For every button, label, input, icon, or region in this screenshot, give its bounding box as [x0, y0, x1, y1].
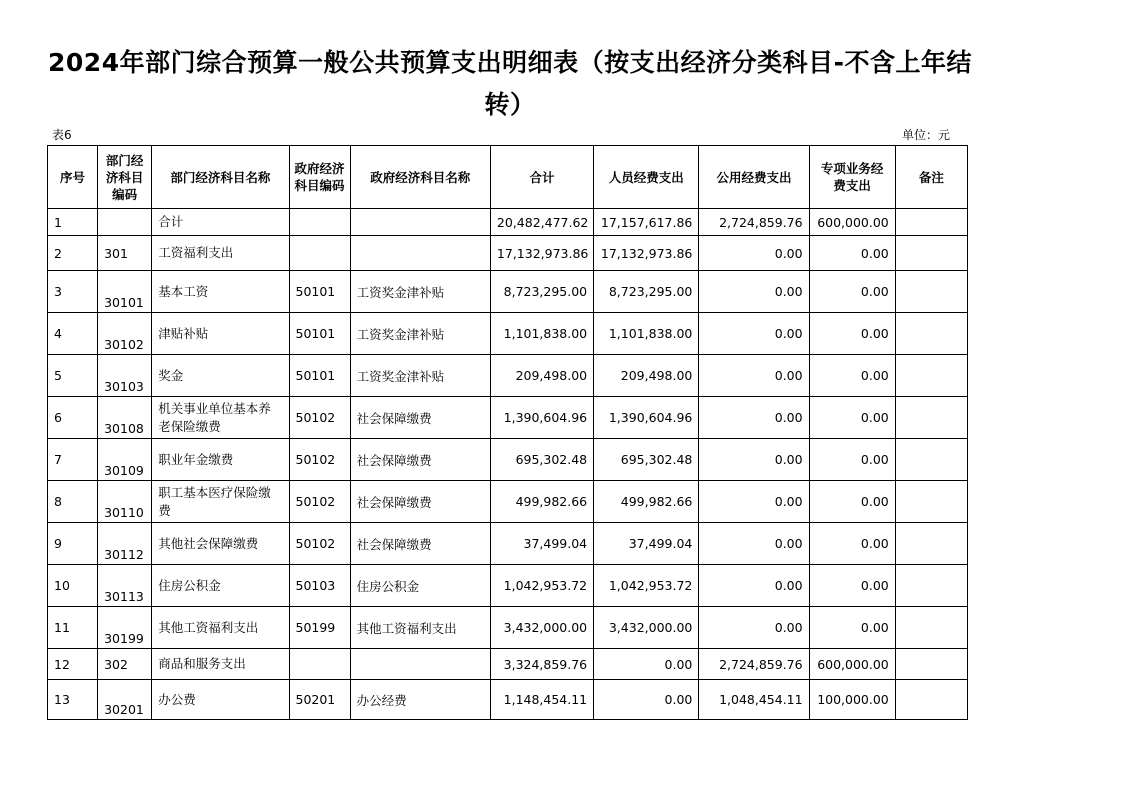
cell-dept-code: 30108 [98, 397, 152, 439]
table-row [48, 397, 968, 439]
cell-seq: 11 [48, 607, 98, 649]
cell-personnel: 499,982.66 [594, 481, 699, 523]
cell-remark [895, 355, 967, 397]
cell-gov-name: 工资奖金津补贴 [350, 271, 490, 313]
header-dept-code: 部门经济科目编码 [98, 146, 152, 209]
cell-seq: 9 [48, 523, 98, 565]
cell-special: 0.00 [809, 439, 895, 481]
cell-remark [895, 649, 967, 680]
cell-dept-name: 职业年金缴费 [152, 439, 289, 481]
cell-seq: 8 [48, 481, 98, 523]
cell-public: 0.00 [699, 481, 809, 523]
cell-dept-code: 301 [98, 236, 152, 271]
cell-seq: 1 [48, 209, 98, 236]
cell-public: 0.00 [699, 313, 809, 355]
cell-personnel: 17,157,617.86 [594, 209, 699, 236]
cell-gov-code: 50102 [289, 481, 350, 523]
cell-remark [895, 397, 967, 439]
cell-seq: 5 [48, 355, 98, 397]
cell-dept-code: 30199 [98, 607, 152, 649]
cell-total: 1,390,604.96 [490, 397, 593, 439]
cell-dept-name: 办公费 [152, 680, 289, 720]
cell-seq: 3 [48, 271, 98, 313]
cell-dept-name: 其他社会保障缴费 [152, 523, 289, 565]
cell-personnel: 37,499.04 [594, 523, 699, 565]
cell-dept-code: 30103 [98, 355, 152, 397]
cell-dept-name: 基本工资 [152, 271, 289, 313]
cell-public: 0.00 [699, 523, 809, 565]
cell-remark [895, 209, 967, 236]
cell-total: 3,324,859.76 [490, 649, 593, 680]
cell-dept-code: 302 [98, 649, 152, 680]
table-row [48, 680, 968, 720]
cell-gov-name: 社会保障缴费 [350, 481, 490, 523]
cell-gov-name: 社会保障缴费 [350, 439, 490, 481]
cell-gov-code: 50101 [289, 355, 350, 397]
cell-remark [895, 523, 967, 565]
cell-total: 20,482,477.62 [490, 209, 593, 236]
cell-dept-name: 工资福利支出 [152, 236, 289, 271]
cell-dept-code: 30102 [98, 313, 152, 355]
cell-personnel: 695,302.48 [594, 439, 699, 481]
cell-dept-name: 其他工资福利支出 [152, 607, 289, 649]
cell-seq: 12 [48, 649, 98, 680]
cell-special: 0.00 [809, 607, 895, 649]
table-label: 表6 [52, 128, 72, 142]
cell-public: 0.00 [699, 397, 809, 439]
cell-special: 0.00 [809, 271, 895, 313]
cell-gov-code: 50102 [289, 523, 350, 565]
cell-gov-code [289, 209, 350, 236]
cell-public: 0.00 [699, 236, 809, 271]
cell-personnel: 8,723,295.00 [594, 271, 699, 313]
cell-personnel: 0.00 [594, 680, 699, 720]
cell-seq: 13 [48, 680, 98, 720]
cell-dept-code: 30201 [98, 680, 152, 720]
cell-remark [895, 481, 967, 523]
table-row [48, 607, 968, 649]
cell-remark [895, 439, 967, 481]
cell-gov-name: 住房公积金 [350, 565, 490, 607]
table-row [48, 271, 968, 313]
table-row [48, 439, 968, 481]
cell-dept-code: 30110 [98, 481, 152, 523]
cell-total: 3,432,000.00 [490, 607, 593, 649]
header-seq: 序号 [48, 146, 98, 209]
cell-gov-code [289, 649, 350, 680]
cell-gov-code: 50101 [289, 313, 350, 355]
cell-remark [895, 271, 967, 313]
header-special: 专项业务经费支出 [809, 146, 895, 209]
cell-special: 0.00 [809, 397, 895, 439]
cell-dept-code: 30112 [98, 523, 152, 565]
cell-remark [895, 236, 967, 271]
cell-total: 499,982.66 [490, 481, 593, 523]
cell-total: 1,101,838.00 [490, 313, 593, 355]
cell-dept-name: 奖金 [152, 355, 289, 397]
cell-total: 695,302.48 [490, 439, 593, 481]
cell-total: 209,498.00 [490, 355, 593, 397]
cell-remark [895, 565, 967, 607]
cell-public: 0.00 [699, 607, 809, 649]
cell-remark [895, 607, 967, 649]
cell-special: 600,000.00 [809, 649, 895, 680]
header-personnel: 人员经费支出 [594, 146, 699, 209]
cell-seq: 2 [48, 236, 98, 271]
cell-total: 37,499.04 [490, 523, 593, 565]
cell-special: 0.00 [809, 523, 895, 565]
cell-public: 0.00 [699, 565, 809, 607]
cell-total: 17,132,973.86 [490, 236, 593, 271]
cell-gov-code: 50102 [289, 439, 350, 481]
cell-total: 8,723,295.00 [490, 271, 593, 313]
cell-personnel: 1,101,838.00 [594, 313, 699, 355]
cell-gov-name [350, 649, 490, 680]
cell-personnel: 3,432,000.00 [594, 607, 699, 649]
cell-seq: 4 [48, 313, 98, 355]
table-row [48, 649, 968, 680]
cell-dept-code: 30113 [98, 565, 152, 607]
cell-gov-code: 50199 [289, 607, 350, 649]
cell-gov-name [350, 236, 490, 271]
cell-seq: 6 [48, 397, 98, 439]
cell-total: 1,148,454.11 [490, 680, 593, 720]
cell-total: 1,042,953.72 [490, 565, 593, 607]
cell-gov-name: 办公经费 [350, 680, 490, 720]
header-row [48, 146, 968, 209]
expenditure-detail-table [47, 145, 968, 720]
cell-public: 1,048,454.11 [699, 680, 809, 720]
cell-public: 2,724,859.76 [699, 649, 809, 680]
document-title: 2024年部门综合预算一般公共预算支出明细表（按支出经济分类科目-不含上年结转） [48, 48, 972, 119]
cell-special: 0.00 [809, 565, 895, 607]
cell-personnel: 17,132,973.86 [594, 236, 699, 271]
cell-special: 600,000.00 [809, 209, 895, 236]
cell-gov-code: 50101 [289, 271, 350, 313]
cell-public: 2,724,859.76 [699, 209, 809, 236]
cell-special: 0.00 [809, 313, 895, 355]
cell-gov-name: 工资奖金津补贴 [350, 355, 490, 397]
cell-gov-code: 50201 [289, 680, 350, 720]
cell-special: 0.00 [809, 481, 895, 523]
header-remark: 备注 [895, 146, 967, 209]
table-row [48, 209, 968, 236]
cell-personnel: 0.00 [594, 649, 699, 680]
cell-personnel: 209,498.00 [594, 355, 699, 397]
cell-special: 100,000.00 [809, 680, 895, 720]
cell-dept-name: 津贴补贴 [152, 313, 289, 355]
cell-special: 0.00 [809, 236, 895, 271]
cell-dept-code: 30109 [98, 439, 152, 481]
table-row [48, 565, 968, 607]
unit-label: 单位：元 [902, 128, 951, 142]
table-row [48, 481, 968, 523]
table-row [48, 355, 968, 397]
cell-special: 0.00 [809, 355, 895, 397]
cell-gov-name [350, 209, 490, 236]
table-row [48, 313, 968, 355]
cell-gov-name: 其他工资福利支出 [350, 607, 490, 649]
cell-dept-code [98, 209, 152, 236]
cell-public: 0.00 [699, 439, 809, 481]
header-gov-name: 政府经济科目名称 [350, 146, 490, 209]
cell-seq: 7 [48, 439, 98, 481]
header-dept-name: 部门经济科目名称 [152, 146, 289, 209]
cell-dept-name: 商品和服务支出 [152, 649, 289, 680]
cell-remark [895, 680, 967, 720]
cell-seq: 10 [48, 565, 98, 607]
cell-gov-code: 50102 [289, 397, 350, 439]
table-row [48, 523, 968, 565]
cell-remark [895, 313, 967, 355]
table-row [48, 236, 968, 271]
cell-gov-name: 工资奖金津补贴 [350, 313, 490, 355]
header-total: 合计 [490, 146, 593, 209]
cell-dept-name: 职工基本医疗保险缴费 [152, 481, 289, 523]
header-gov-code: 政府经济科目编码 [289, 146, 350, 209]
cell-gov-name: 社会保障缴费 [350, 523, 490, 565]
cell-gov-code: 50103 [289, 565, 350, 607]
cell-personnel: 1,042,953.72 [594, 565, 699, 607]
cell-gov-code [289, 236, 350, 271]
cell-gov-name: 社会保障缴费 [350, 397, 490, 439]
cell-dept-code: 30101 [98, 271, 152, 313]
cell-public: 0.00 [699, 355, 809, 397]
cell-dept-name: 合计 [152, 209, 289, 236]
cell-dept-name: 住房公积金 [152, 565, 289, 607]
cell-personnel: 1,390,604.96 [594, 397, 699, 439]
header-public: 公用经费支出 [699, 146, 809, 209]
cell-dept-name: 机关事业单位基本养老保险缴费 [152, 397, 289, 439]
cell-public: 0.00 [699, 271, 809, 313]
